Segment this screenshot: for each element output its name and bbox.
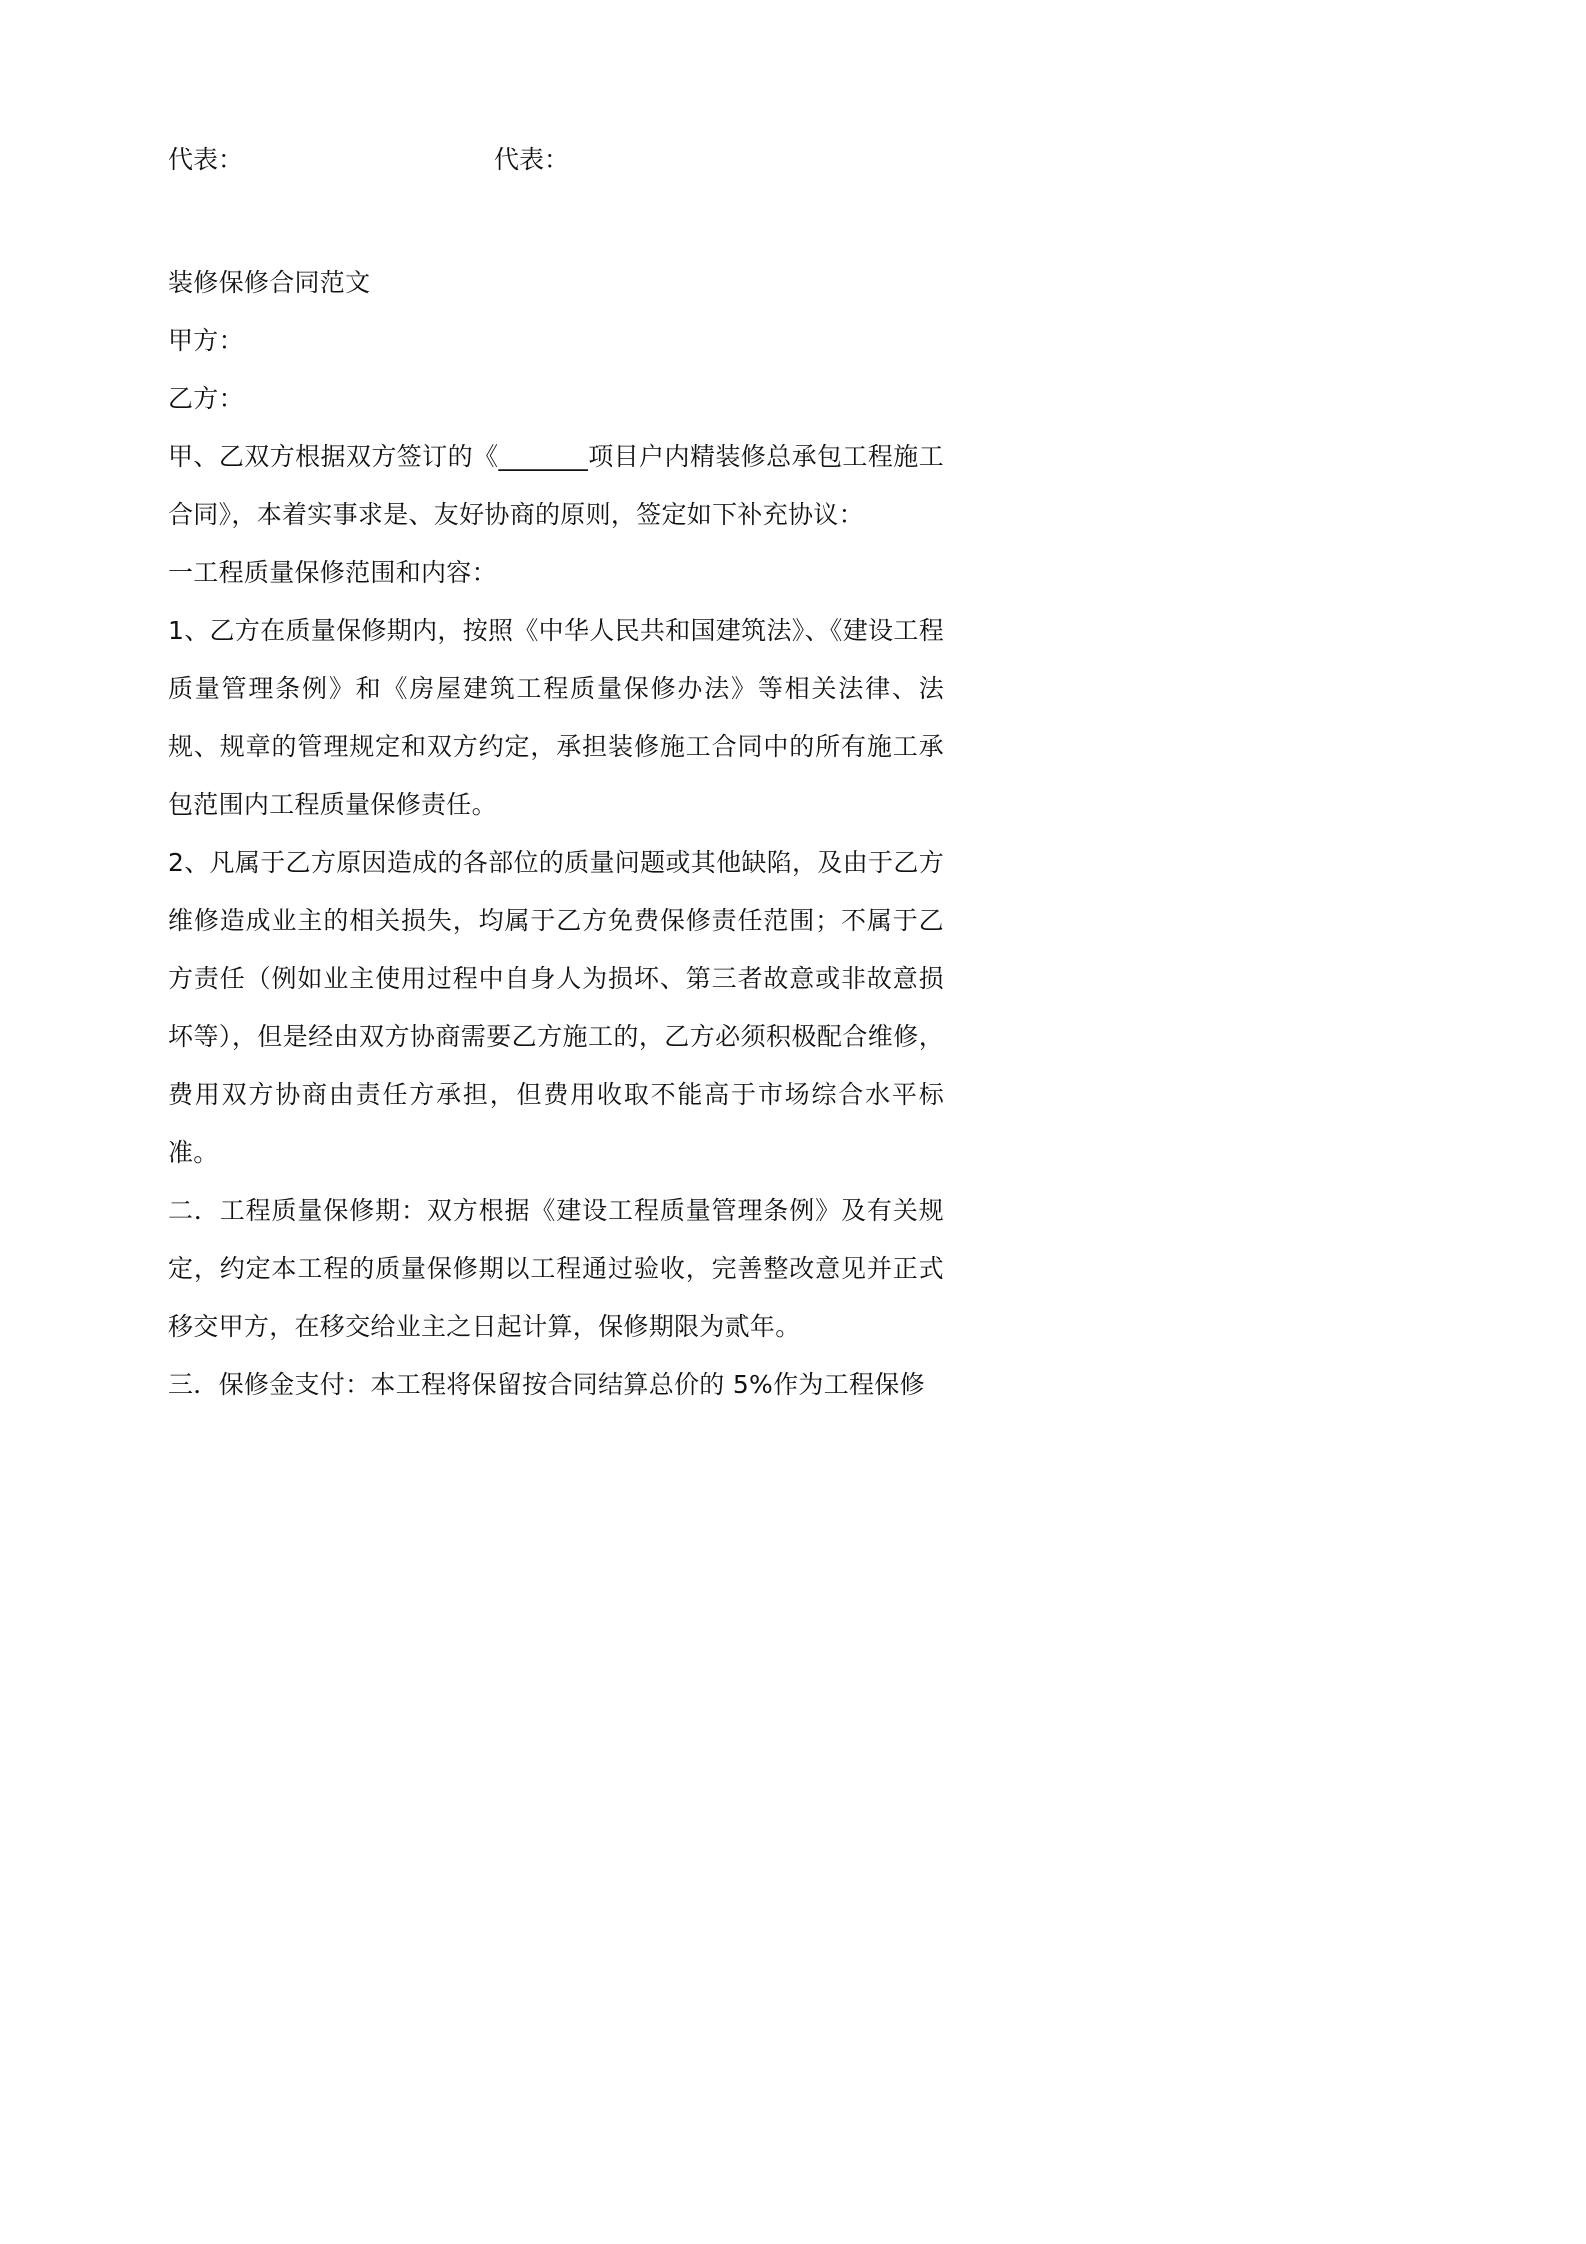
intro-paragraph: 甲、乙双方根据双方签订的《_______项目户内精装修总承包工程施工合同》，本着实事求是、友好协商的原则，签定如下补充协议： bbox=[168, 442, 944, 529]
party-b-line: 乙方： bbox=[168, 384, 244, 413]
clause-1-paragraph: 1、乙方在质量保修期内，按照《中华人民共和国建筑法》、《建设工程质量管理条例》和《房屋建筑工程质量保修办法》等相关法律、法规、规章的管理规定和双方约定，承担装修施工合同中的所有施工承包范围内工程质量保修责任。 bbox=[168, 616, 944, 819]
contract-body bbox=[168, 254, 944, 1414]
clause-2-paragraph: 2、凡属于乙方原因造成的各部位的质量问题或其他缺陷，及由于乙方维修造成业主的相关损失，均属于乙方免费保修责任范围；不属于乙方责任（例如业主使用过程中自身人为损坏、第三者故意或非故意损坏等），但是经由双方协商需要乙方施工的，乙方必须积极配合维修，费用双方协商由责任方承担，但费用收取不能高于市场综合水平标准。 bbox=[168, 848, 944, 1167]
document-page bbox=[0, 0, 1101, 1555]
section-3-paragraph: 三．保修金支付：本工程将保留按合同结算总价的 5%作为工程保修 bbox=[168, 1370, 925, 1399]
party-a-line: 甲方： bbox=[168, 326, 244, 355]
representative-label-left: 代表： bbox=[168, 145, 244, 174]
section-1-heading: 一工程质量保修范围和内容： bbox=[168, 558, 497, 587]
representative-label-right: 代表： bbox=[494, 145, 570, 174]
section-2-paragraph: 二．工程质量保修期：双方根据《建设工程质量管理条例》及有关规定，约定本工程的质量保修期以工程通过验收，完善整改意见并正式移交甲方，在移交给业主之日起计算，保修期限为贰年。 bbox=[168, 1196, 944, 1341]
signature-row bbox=[168, 140, 948, 180]
contract-title: 装修保修合同范文 bbox=[168, 268, 371, 297]
